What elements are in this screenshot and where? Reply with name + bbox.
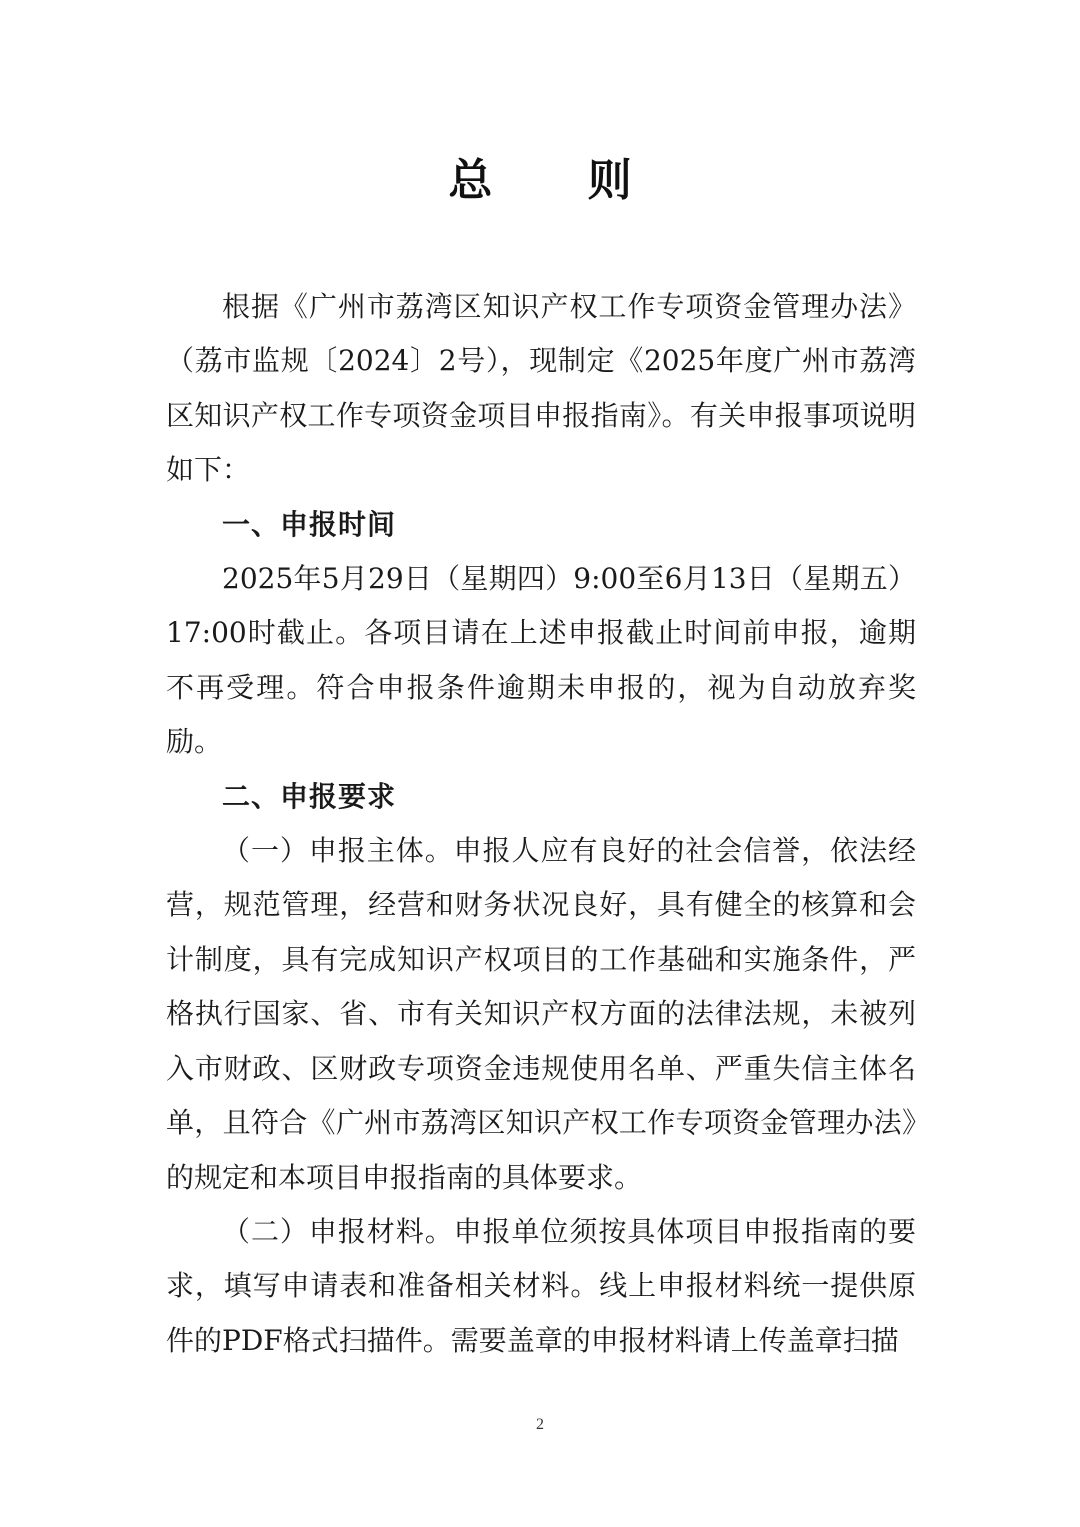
page-title: 总 则 [448, 155, 672, 206]
application-time-paragraph: 2025年5月29日（星期四）9:00至6月13日（星期五）17:00时截止。各项目请在上述申报截止时间前申报，逾期不再受理。符合申报条件逾期未申报的，视为自动放弃奖励。 [166, 562, 916, 759]
page-number: 2 [536, 1416, 544, 1433]
document-body [166, 280, 916, 1368]
section-heading-application-time: 一、申报时间 [222, 507, 397, 541]
section-heading-application-requirements: 二、申报要求 [222, 779, 397, 813]
intro-paragraph: 根据《广州市荔湾区知识产权工作专项资金管理办法》（荔市监规〔2024〕2号），现制定《2025年度广州市荔湾区知识产权工作专项资金项目申报指南》。有关申报事项说明如下： [166, 290, 916, 487]
applicant-paragraph: （一）申报主体。申报人应有良好的社会信誉，依法经营，规范管理，经营和财务状况良好，具有健全的核算和会计制度，具有完成知识产权项目的工作基础和实施条件，严格执行国家、省、市有关知识产权方面的法律法规，未被列入市财政、区财政专项资金违规使用名单、严重失信主体名单，且符合《广州市荔湾区知识产权工作专项资金管理办法》的规定和本项目申报指南的具体要求。 [166, 834, 916, 1194]
materials-paragraph: （二）申报材料。申报单位须按具体项目申报指南的要求，填写申请表和准备相关材料。线上申报材料统一提供原件的PDF格式扫描件。需要盖章的申报材料请上传盖章扫描 [166, 1214, 916, 1357]
